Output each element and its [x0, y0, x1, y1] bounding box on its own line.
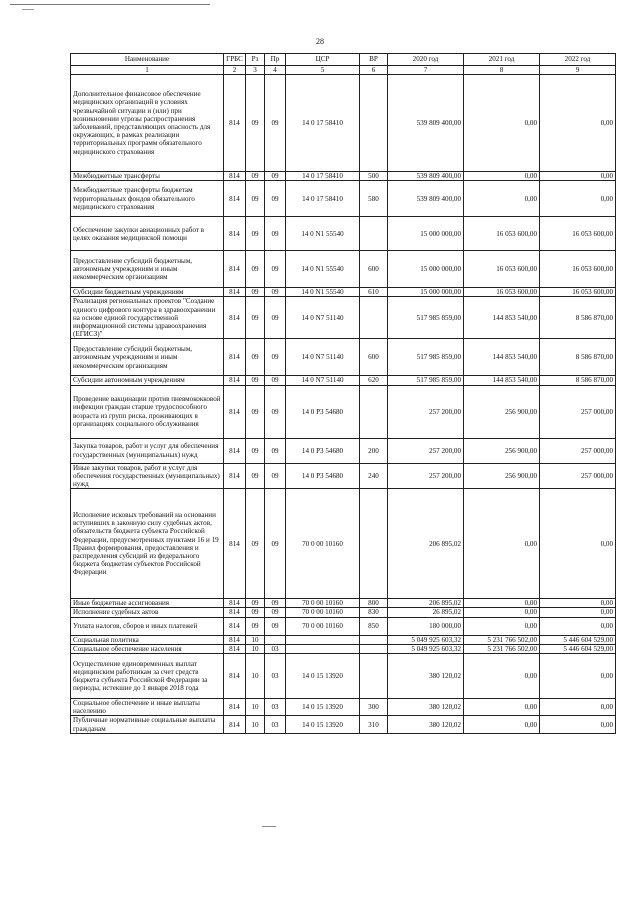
row-pr: 09	[265, 217, 286, 251]
row-amount-2022: 16 053 600,00	[540, 251, 616, 288]
row-name: Исполнение судебных актов	[71, 608, 224, 617]
row-amount-2021: 0,00	[464, 654, 540, 699]
row-pr: 09	[265, 75, 286, 172]
row-vr	[360, 217, 388, 251]
page-number: 28	[316, 37, 324, 46]
row-csr: 14 0 17 58410	[286, 75, 360, 172]
column-index: 7	[388, 66, 464, 75]
table-row	[71, 635, 616, 644]
row-vr: 800	[360, 599, 388, 608]
table-row	[71, 288, 616, 297]
row-vr	[360, 489, 388, 599]
table-row	[71, 181, 616, 217]
row-grbs: 814	[224, 217, 246, 251]
column-index: 8	[464, 66, 540, 75]
table-row	[71, 644, 616, 653]
table-row	[71, 716, 616, 733]
row-csr: 14 0 N1 55540	[286, 217, 360, 251]
row-csr: 14 0 17 58410	[286, 181, 360, 217]
row-vr: 580	[360, 181, 388, 217]
column-index: 3	[246, 66, 265, 75]
row-vr: 240	[360, 463, 388, 489]
row-amount-2020: 539 809 400,00	[388, 75, 464, 172]
row-name: Социальная политика	[71, 635, 224, 644]
row-name: Социальное обеспечение населения	[71, 644, 224, 653]
row-amount-2021: 0,00	[464, 599, 540, 608]
row-pr: 03	[265, 654, 286, 699]
row-pr: 09	[265, 297, 286, 339]
row-grbs: 814	[224, 297, 246, 339]
row-name: Исполнение исковых требований на основании вступивших в законную силу судебных актов, обязательств бюджета субъекта Российской Федерации, предусмотренных пунктами 16 и 19 Правил формирования, предоставления и распределения субсидий из федерального бюджета бюджетам субъектов Российской Федерации	[71, 489, 224, 599]
table-body	[71, 75, 616, 734]
row-pr: 09	[265, 617, 286, 635]
row-rz: 10	[246, 699, 265, 716]
row-grbs: 814	[224, 617, 246, 635]
row-amount-2022: 0,00	[540, 716, 616, 733]
row-amount-2020: 257 200,00	[388, 463, 464, 489]
row-name: Предоставление субсидий бюджетным, автономным учреждениям и иным некоммерческим организациям	[71, 251, 224, 288]
row-amount-2020: 539 809 400,00	[388, 181, 464, 217]
table-row	[71, 463, 616, 489]
row-amount-2021: 0,00	[464, 75, 540, 172]
col-header-csr: ЦСР	[286, 54, 360, 66]
row-csr: 14 0 17 58410	[286, 172, 360, 181]
row-name: Осуществление единовременных выплат медицинским работникам за счет средств бюджета субъекта Российской Федерации за периоды, истекшие до 1 января 2018 года	[71, 654, 224, 699]
table-row	[71, 608, 616, 617]
row-amount-2021: 16 053 600,00	[464, 288, 540, 297]
row-amount-2021: 256 900,00	[464, 438, 540, 463]
row-name: Предоставление субсидий бюджетным, автономным учреждениям и иным некоммерческим организациям	[71, 339, 224, 376]
row-grbs: 814	[224, 463, 246, 489]
row-vr	[360, 385, 388, 438]
column-index: 1	[71, 66, 224, 75]
row-pr: 09	[265, 463, 286, 489]
column-index: 5	[286, 66, 360, 75]
row-rz: 09	[246, 181, 265, 217]
row-name: Уплата налогов, сборов и иных платежей	[71, 617, 224, 635]
table-row	[71, 438, 616, 463]
row-name: Субсидии автономным учреждениям	[71, 376, 224, 385]
row-name: Межбюджетные трансферты бюджетам территориальных фондов обязательного медицинского страхования	[71, 181, 224, 217]
row-rz: 09	[246, 385, 265, 438]
table-row	[71, 75, 616, 172]
row-rz: 10	[246, 716, 265, 733]
row-csr: 14 0 15 13920	[286, 699, 360, 716]
row-amount-2020: 380 120,02	[388, 654, 464, 699]
row-amount-2021: 0,00	[464, 608, 540, 617]
column-index: 2	[224, 66, 246, 75]
row-amount-2020: 5 049 925 603,32	[388, 644, 464, 653]
row-amount-2021: 16 053 600,00	[464, 251, 540, 288]
row-amount-2021: 0,00	[464, 617, 540, 635]
row-amount-2020: 517 985 859,00	[388, 297, 464, 339]
row-amount-2022: 257 000,00	[540, 463, 616, 489]
row-grbs: 814	[224, 635, 246, 644]
row-name: Иные бюджетные ассигнования	[71, 599, 224, 608]
row-rz: 09	[246, 172, 265, 181]
row-amount-2022: 8 586 870,00	[540, 376, 616, 385]
row-amount-2022: 16 053 600,00	[540, 217, 616, 251]
table-row	[71, 385, 616, 438]
row-pr: 03	[265, 699, 286, 716]
row-amount-2022: 5 446 604 529,00	[540, 644, 616, 653]
table-row	[71, 489, 616, 599]
row-amount-2022: 8 586 870,00	[540, 297, 616, 339]
row-grbs: 814	[224, 385, 246, 438]
budget-table	[70, 53, 616, 734]
col-header-rz: Рз	[246, 54, 265, 66]
row-grbs: 814	[224, 489, 246, 599]
row-rz: 09	[246, 489, 265, 599]
row-amount-2021: 144 853 540,00	[464, 339, 540, 376]
row-rz: 09	[246, 608, 265, 617]
table-row	[71, 339, 616, 376]
row-grbs: 814	[224, 644, 246, 653]
row-pr: 09	[265, 608, 286, 617]
row-pr: 09	[265, 288, 286, 297]
row-amount-2021: 144 853 540,00	[464, 297, 540, 339]
row-name: Проведение вакцинации против пневмококковой инфекции граждан старше трудоспособного возраста из групп риска, проживающих в организациях социального обслуживания	[71, 385, 224, 438]
row-pr: 09	[265, 172, 286, 181]
row-grbs: 814	[224, 181, 246, 217]
row-name: Социальное обеспечение и иные выплаты населению	[71, 699, 224, 716]
row-amount-2020: 539 809 400,00	[388, 172, 464, 181]
scan-artifact-line	[262, 826, 276, 827]
row-pr: 03	[265, 716, 286, 733]
row-pr: 09	[265, 385, 286, 438]
row-csr	[286, 635, 360, 644]
row-csr: 14 0 N7 51140	[286, 376, 360, 385]
row-amount-2021: 0,00	[464, 699, 540, 716]
row-amount-2021: 0,00	[464, 181, 540, 217]
row-grbs: 814	[224, 654, 246, 699]
table-row	[71, 172, 616, 181]
row-amount-2020: 15 000 000,00	[388, 288, 464, 297]
row-vr	[360, 654, 388, 699]
col-header-vr: ВР	[360, 54, 388, 66]
row-rz: 09	[246, 599, 265, 608]
row-amount-2020: 15 000 000,00	[388, 251, 464, 288]
row-amount-2020: 15 000 000,00	[388, 217, 464, 251]
row-amount-2022: 0,00	[540, 172, 616, 181]
row-name: Обеспечение закупки авиационных работ в целях оказания медицинской помощи	[71, 217, 224, 251]
row-rz: 09	[246, 438, 265, 463]
row-csr: 70 0 00 10160	[286, 599, 360, 608]
row-csr: 70 0 00 10160	[286, 617, 360, 635]
col-header-2022: 2022 год	[540, 54, 616, 66]
row-amount-2022: 0,00	[540, 608, 616, 617]
row-amount-2022: 0,00	[540, 75, 616, 172]
row-amount-2020: 257 200,00	[388, 438, 464, 463]
table-row	[71, 297, 616, 339]
row-vr	[360, 297, 388, 339]
row-csr	[286, 644, 360, 653]
row-rz: 09	[246, 463, 265, 489]
row-amount-2022: 5 446 604 529,00	[540, 635, 616, 644]
row-rz: 09	[246, 297, 265, 339]
row-grbs: 814	[224, 438, 246, 463]
row-amount-2021: 5 231 766 502,00	[464, 644, 540, 653]
row-name: Дополнительное финансовое обеспечение медицинских организаций в условиях чрезвычайной ситуации и (или) при возникновении угрозы распространения заболеваний, представляющих опасность для окружающих, в рамках реализации территориальных программ обязательного медицинского страхования	[71, 75, 224, 172]
row-name: Реализация региональных проектов "Создание единого цифрового контура в здравоохранении на основе единой государственной информационной системы здравоохранения (ЕГИСЗ)"	[71, 297, 224, 339]
table-row	[71, 251, 616, 288]
row-pr: 09	[265, 438, 286, 463]
row-amount-2021: 256 900,00	[464, 463, 540, 489]
row-pr: 09	[265, 251, 286, 288]
column-index: 4	[265, 66, 286, 75]
row-name: Межбюджетные трансферты	[71, 172, 224, 181]
row-vr	[360, 644, 388, 653]
row-vr: 620	[360, 376, 388, 385]
row-grbs: 814	[224, 339, 246, 376]
row-vr	[360, 75, 388, 172]
table-row	[71, 654, 616, 699]
row-rz: 09	[246, 251, 265, 288]
row-rz: 10	[246, 654, 265, 699]
col-header-name: Наименование	[71, 54, 224, 66]
row-rz: 09	[246, 617, 265, 635]
row-grbs: 814	[224, 376, 246, 385]
row-rz: 10	[246, 644, 265, 653]
col-header-2020: 2020 год	[388, 54, 464, 66]
row-name: Иные закупки товаров, работ и услуг для обеспечения государственных (муниципальных) нужд	[71, 463, 224, 489]
row-amount-2021: 16 053 600,00	[464, 217, 540, 251]
row-vr: 300	[360, 699, 388, 716]
row-pr: 09	[265, 599, 286, 608]
row-amount-2022: 16 053 600,00	[540, 288, 616, 297]
row-vr	[360, 635, 388, 644]
table-row	[71, 599, 616, 608]
row-vr: 500	[360, 172, 388, 181]
row-grbs: 814	[224, 75, 246, 172]
row-grbs: 814	[224, 172, 246, 181]
col-header-2021: 2021 год	[464, 54, 540, 66]
row-amount-2020: 5 049 925 603,32	[388, 635, 464, 644]
row-vr: 610	[360, 288, 388, 297]
row-csr: 14 0 15 13920	[286, 654, 360, 699]
row-rz: 09	[246, 288, 265, 297]
table-row	[71, 376, 616, 385]
column-index-row	[71, 66, 616, 75]
row-amount-2020: 206 895,02	[388, 489, 464, 599]
row-amount-2020: 26 895,02	[388, 608, 464, 617]
row-amount-2020: 180 000,00	[388, 617, 464, 635]
column-index: 9	[540, 66, 616, 75]
row-grbs: 814	[224, 699, 246, 716]
row-vr: 310	[360, 716, 388, 733]
col-header-pr: Пр	[265, 54, 286, 66]
row-amount-2022: 257 000,00	[540, 385, 616, 438]
row-csr: 14 0 N7 51140	[286, 297, 360, 339]
row-vr: 600	[360, 251, 388, 288]
row-amount-2020: 517 985 859,00	[388, 376, 464, 385]
scan-artifact-line	[10, 4, 210, 5]
row-rz: 09	[246, 339, 265, 376]
col-header-grbs: ГРБС	[224, 54, 246, 66]
row-pr: 09	[265, 489, 286, 599]
scan-artifact-line	[22, 9, 34, 10]
row-amount-2020: 257 200,00	[388, 385, 464, 438]
row-vr: 200	[360, 438, 388, 463]
row-amount-2020: 517 985 859,00	[388, 339, 464, 376]
row-amount-2022: 257 000,00	[540, 438, 616, 463]
row-pr: 03	[265, 644, 286, 653]
table-row	[71, 699, 616, 716]
row-csr: 14 0 15 13920	[286, 716, 360, 733]
row-pr: 09	[265, 181, 286, 217]
row-csr: 14 0 N7 51140	[286, 339, 360, 376]
row-amount-2022: 0,00	[540, 699, 616, 716]
row-amount-2022: 0,00	[540, 654, 616, 699]
row-name: Закупка товаров, работ и услуг для обеспечения государственных (муниципальных) нужд	[71, 438, 224, 463]
row-amount-2021: 0,00	[464, 489, 540, 599]
row-amount-2022: 0,00	[540, 617, 616, 635]
row-amount-2021: 256 900,00	[464, 385, 540, 438]
row-vr: 830	[360, 608, 388, 617]
row-grbs: 814	[224, 251, 246, 288]
row-amount-2022: 0,00	[540, 599, 616, 608]
column-index: 6	[360, 66, 388, 75]
row-vr: 850	[360, 617, 388, 635]
row-csr: 14 0 P3 54680	[286, 385, 360, 438]
table-row	[71, 617, 616, 635]
header-row	[71, 54, 616, 66]
row-rz: 10	[246, 635, 265, 644]
row-grbs: 814	[224, 608, 246, 617]
row-pr	[265, 635, 286, 644]
row-grbs: 814	[224, 288, 246, 297]
row-grbs: 814	[224, 716, 246, 733]
row-csr: 70 0 00 10160	[286, 608, 360, 617]
row-amount-2022: 0,00	[540, 181, 616, 217]
row-pr: 09	[265, 376, 286, 385]
row-grbs: 814	[224, 599, 246, 608]
row-amount-2021: 0,00	[464, 716, 540, 733]
row-rz: 09	[246, 376, 265, 385]
row-name: Субсидии бюджетным учреждениям	[71, 288, 224, 297]
row-csr: 14 0 P3 54680	[286, 438, 360, 463]
row-pr: 09	[265, 339, 286, 376]
table-row	[71, 217, 616, 251]
row-amount-2021: 144 853 540,00	[464, 376, 540, 385]
row-rz: 09	[246, 217, 265, 251]
row-amount-2021: 0,00	[464, 172, 540, 181]
row-rz: 09	[246, 75, 265, 172]
row-name: Публичные нормативные социальные выплаты гражданам	[71, 716, 224, 733]
row-amount-2022: 8 586 870,00	[540, 339, 616, 376]
row-csr: 14 0 N1 55540	[286, 251, 360, 288]
row-vr: 600	[360, 339, 388, 376]
row-amount-2022: 0,00	[540, 489, 616, 599]
row-amount-2021: 5 231 766 502,00	[464, 635, 540, 644]
row-csr: 14 0 N1 55540	[286, 288, 360, 297]
row-amount-2020: 380 120,02	[388, 699, 464, 716]
row-csr: 70 0 00 10160	[286, 489, 360, 599]
row-csr: 14 0 P3 54680	[286, 463, 360, 489]
row-amount-2020: 380 120,02	[388, 716, 464, 733]
row-amount-2020: 206 895,02	[388, 599, 464, 608]
